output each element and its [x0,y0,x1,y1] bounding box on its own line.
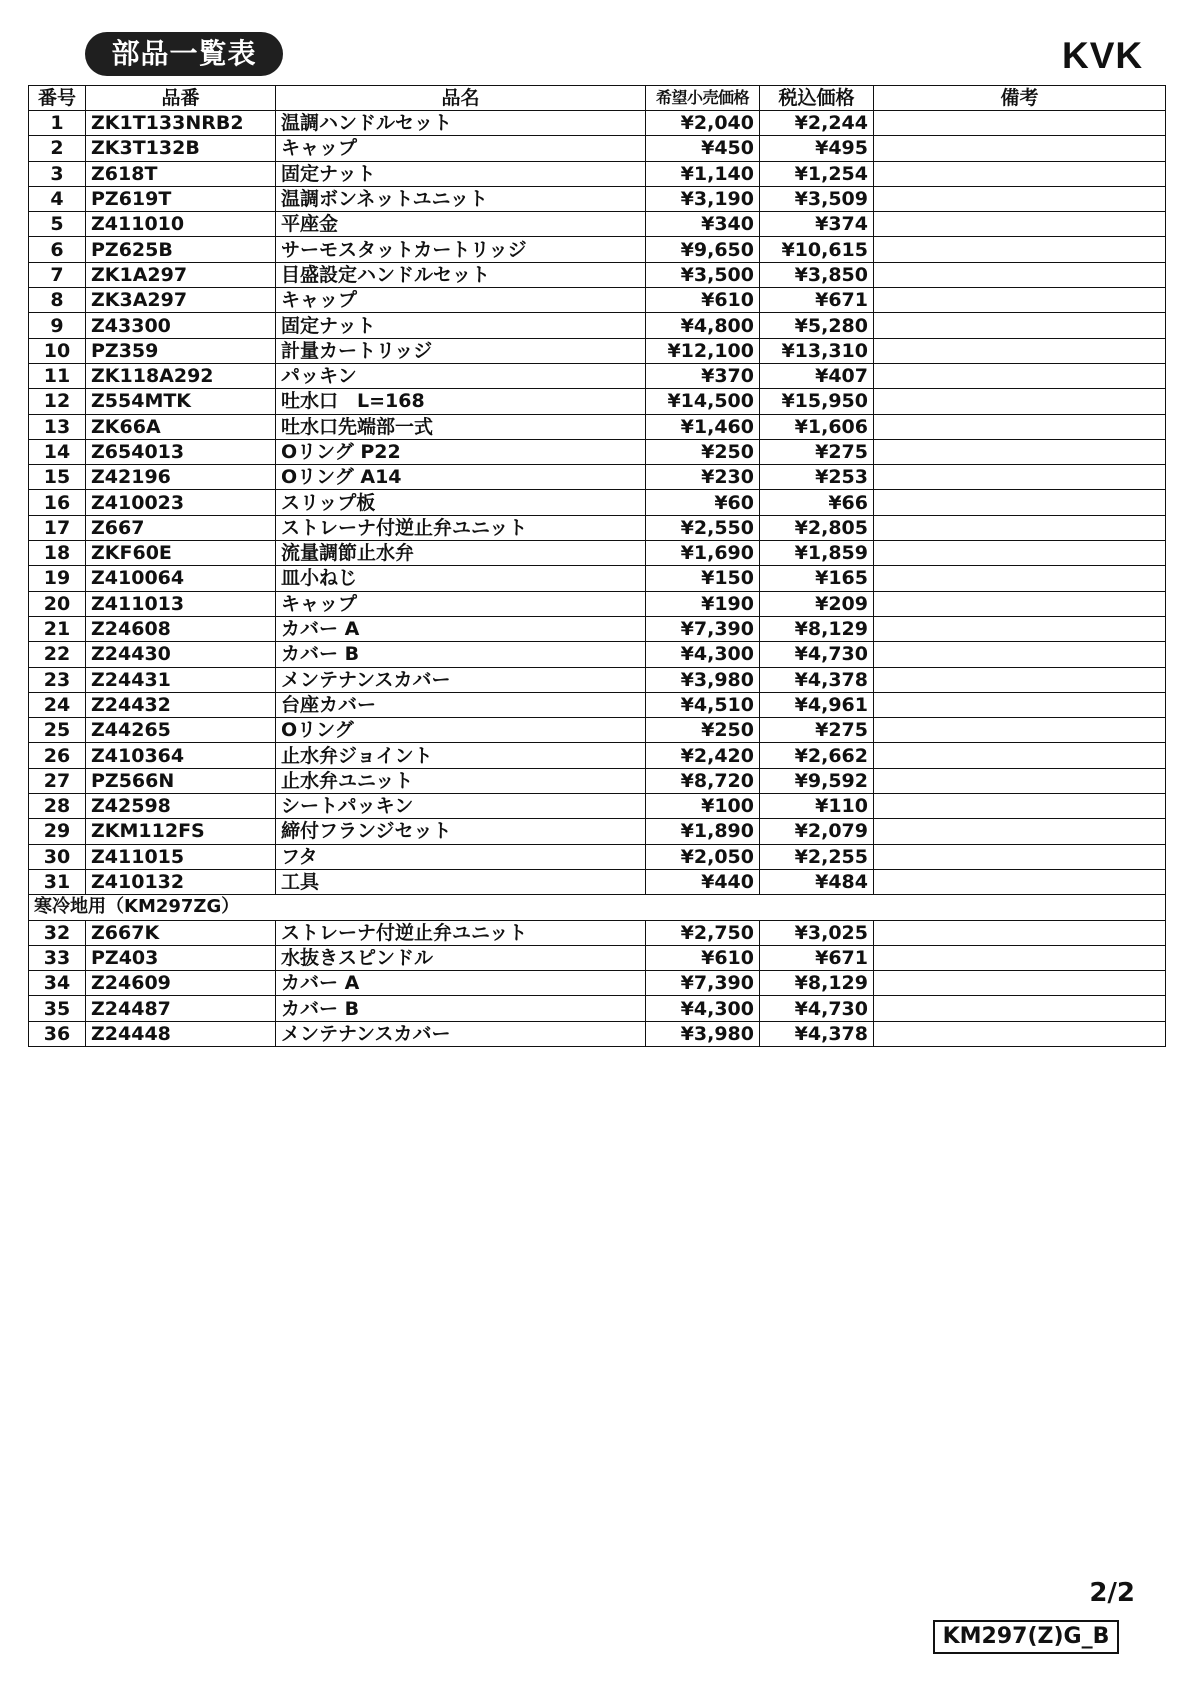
cell-name: カバー A [276,971,646,996]
cell-no: 36 [29,1021,86,1046]
cell-remarks [874,945,1166,970]
cell-part-number: Z618T [86,161,276,186]
cell-retail-price: ¥7,390 [646,616,760,641]
cell-no: 35 [29,996,86,1021]
cell-part-number: Z24487 [86,996,276,1021]
cell-remarks [874,490,1166,515]
cell-tax-price: ¥3,025 [760,920,874,945]
cell-part-number: ZK1T133NRB2 [86,111,276,136]
cell-part-number: Z24431 [86,667,276,692]
cell-no: 13 [29,414,86,439]
model-code: KM297(Z)G_B [933,1620,1119,1654]
parts-table [28,85,1166,1047]
table-row [29,718,1166,743]
cell-name: Oリング [276,718,646,743]
cell-retail-price: ¥4,800 [646,313,760,338]
cell-remarks [874,743,1166,768]
cell-remarks [874,591,1166,616]
table-row [29,844,1166,869]
table-row [29,971,1166,996]
cell-no: 1 [29,111,86,136]
cell-no: 18 [29,541,86,566]
cell-retail-price: ¥340 [646,212,760,237]
cell-part-number: ZK3A297 [86,288,276,313]
cell-tax-price: ¥275 [760,439,874,464]
table-row [29,667,1166,692]
cell-name: キャップ [276,288,646,313]
cell-remarks [874,794,1166,819]
cell-remarks [874,338,1166,363]
table-row [29,515,1166,540]
cell-part-number: Z667K [86,920,276,945]
cell-tax-price: ¥209 [760,591,874,616]
cell-retail-price: ¥3,980 [646,1021,760,1046]
cell-part-number: Z43300 [86,313,276,338]
cell-no: 12 [29,389,86,414]
cell-tax-price: ¥275 [760,718,874,743]
cell-remarks [874,920,1166,945]
table-row [29,237,1166,262]
table-row [29,338,1166,363]
table-row [29,566,1166,591]
cell-retail-price: ¥3,500 [646,262,760,287]
cell-retail-price: ¥450 [646,136,760,161]
section-row [29,895,1166,920]
cell-name: 計量カートリッジ [276,338,646,363]
table-row [29,262,1166,287]
cell-name: パッキン [276,363,646,388]
cell-name: フタ [276,844,646,869]
cell-name: 流量調節止水弁 [276,541,646,566]
cell-part-number: ZK66A [86,414,276,439]
cell-remarks [874,996,1166,1021]
cell-tax-price: ¥4,961 [760,692,874,717]
cell-name: カバー B [276,996,646,1021]
cell-tax-price: ¥671 [760,945,874,970]
cell-part-number: Z411013 [86,591,276,616]
table-row [29,389,1166,414]
cell-retail-price: ¥7,390 [646,971,760,996]
cell-retail-price: ¥250 [646,718,760,743]
cell-name: 温調ボンネットユニット [276,186,646,211]
cell-part-number: PZ566N [86,768,276,793]
cell-remarks [874,844,1166,869]
cell-tax-price: ¥4,730 [760,642,874,667]
cell-no: 15 [29,465,86,490]
cell-tax-price: ¥13,310 [760,338,874,363]
cell-name: ストレーナ付逆止弁ユニット [276,920,646,945]
cell-retail-price: ¥150 [646,566,760,591]
cell-name: キャップ [276,591,646,616]
table-row [29,186,1166,211]
cell-name: カバー A [276,616,646,641]
cell-remarks [874,718,1166,743]
cell-no: 21 [29,616,86,641]
cell-retail-price: ¥1,460 [646,414,760,439]
table-row [29,490,1166,515]
table-row [29,288,1166,313]
table-row [29,920,1166,945]
cell-tax-price: ¥9,592 [760,768,874,793]
cell-part-number: Z410132 [86,869,276,894]
cell-name: ストレーナ付逆止弁ユニット [276,515,646,540]
cell-tax-price: ¥8,129 [760,616,874,641]
header-row [29,86,1166,111]
table-row [29,465,1166,490]
table-row [29,616,1166,641]
cell-tax-price: ¥66 [760,490,874,515]
cell-remarks [874,1021,1166,1046]
table-row [29,1021,1166,1046]
cell-no: 9 [29,313,86,338]
cell-name: 吐水口先端部一式 [276,414,646,439]
cell-name: Oリング P22 [276,439,646,464]
cell-part-number: Z42196 [86,465,276,490]
cell-no: 10 [29,338,86,363]
cell-part-number: Z667 [86,515,276,540]
cell-retail-price: ¥440 [646,869,760,894]
cell-tax-price: ¥253 [760,465,874,490]
cell-part-number: Z24430 [86,642,276,667]
page-title: 部品一覧表 [85,32,283,76]
cell-part-number: ZKM112FS [86,819,276,844]
table-row [29,363,1166,388]
cell-no: 31 [29,869,86,894]
cell-part-number: Z24609 [86,971,276,996]
cell-part-number: ZK3T132B [86,136,276,161]
cell-remarks [874,768,1166,793]
cell-part-number: Z24448 [86,1021,276,1046]
table-row [29,313,1166,338]
cell-tax-price: ¥15,950 [760,389,874,414]
col-header-tax-price: 税込価格 [760,86,874,111]
cell-no: 17 [29,515,86,540]
cell-tax-price: ¥110 [760,794,874,819]
cell-remarks [874,541,1166,566]
cell-remarks [874,515,1166,540]
cell-tax-price: ¥407 [760,363,874,388]
cell-tax-price: ¥2,805 [760,515,874,540]
cell-retail-price: ¥610 [646,288,760,313]
cell-part-number: Z410064 [86,566,276,591]
cell-name: シートパッキン [276,794,646,819]
cell-remarks [874,288,1166,313]
cell-remarks [874,642,1166,667]
page-number: 2/2 [1089,1578,1135,1608]
cell-remarks [874,692,1166,717]
cell-retail-price: ¥60 [646,490,760,515]
cell-no: 27 [29,768,86,793]
cell-part-number: Z24432 [86,692,276,717]
cell-no: 19 [29,566,86,591]
cell-part-number: ZKF60E [86,541,276,566]
table-row [29,439,1166,464]
cell-tax-price: ¥2,079 [760,819,874,844]
cell-part-number: Z411010 [86,212,276,237]
cell-retail-price: ¥2,420 [646,743,760,768]
table-row [29,541,1166,566]
table-row [29,591,1166,616]
cell-retail-price: ¥4,300 [646,642,760,667]
table-row [29,945,1166,970]
cell-retail-price: ¥9,650 [646,237,760,262]
cell-retail-price: ¥230 [646,465,760,490]
cell-retail-price: ¥250 [646,439,760,464]
cell-remarks [874,869,1166,894]
cell-part-number: Z654013 [86,439,276,464]
cell-retail-price: ¥4,510 [646,692,760,717]
cell-name: 固定ナット [276,313,646,338]
cell-part-number: ZK1A297 [86,262,276,287]
cell-name: スリップ板 [276,490,646,515]
cell-part-number: Z554MTK [86,389,276,414]
cell-part-number: PZ359 [86,338,276,363]
cell-no: 26 [29,743,86,768]
cell-remarks [874,363,1166,388]
cell-name: メンテナンスカバー [276,667,646,692]
cell-retail-price: ¥370 [646,363,760,388]
cell-retail-price: ¥190 [646,591,760,616]
cell-no: 20 [29,591,86,616]
cell-name: キャップ [276,136,646,161]
cell-retail-price: ¥2,750 [646,920,760,945]
cell-remarks [874,186,1166,211]
cell-name: 吐水口 L=168 [276,389,646,414]
cell-tax-price: ¥4,378 [760,667,874,692]
cell-name: Oリング A14 [276,465,646,490]
cell-remarks [874,313,1166,338]
cell-remarks [874,616,1166,641]
col-header-part-number: 品番 [86,86,276,111]
cell-no: 14 [29,439,86,464]
cell-remarks [874,465,1166,490]
cell-name: 締付フランジセット [276,819,646,844]
cell-remarks [874,262,1166,287]
cell-remarks [874,161,1166,186]
cell-name: 止水弁ジョイント [276,743,646,768]
cell-remarks [874,819,1166,844]
cell-no: 30 [29,844,86,869]
cell-tax-price: ¥671 [760,288,874,313]
cell-retail-price: ¥3,980 [646,667,760,692]
table-row [29,161,1166,186]
cell-tax-price: ¥4,378 [760,1021,874,1046]
cell-name: 止水弁ユニット [276,768,646,793]
section-label: 寒冷地用（KM297ZG） [29,895,1166,920]
cell-retail-price: ¥12,100 [646,338,760,363]
cell-no: 24 [29,692,86,717]
cell-no: 23 [29,667,86,692]
cell-name: サーモスタットカートリッジ [276,237,646,262]
table-row [29,692,1166,717]
table-row [29,768,1166,793]
cell-tax-price: ¥1,606 [760,414,874,439]
cell-no: 22 [29,642,86,667]
cell-remarks [874,111,1166,136]
cell-no: 4 [29,186,86,211]
table-row [29,743,1166,768]
cell-tax-price: ¥2,662 [760,743,874,768]
table-row [29,414,1166,439]
cell-part-number: ZK118A292 [86,363,276,388]
cell-remarks [874,566,1166,591]
cell-part-number: PZ619T [86,186,276,211]
cell-tax-price: ¥3,850 [760,262,874,287]
cell-retail-price: ¥1,890 [646,819,760,844]
col-header-retail-price: 希望小売価格 [646,86,760,111]
cell-part-number: PZ625B [86,237,276,262]
cell-retail-price: ¥2,550 [646,515,760,540]
cell-name: 皿小ねじ [276,566,646,591]
table-row [29,212,1166,237]
cell-remarks [874,667,1166,692]
col-header-remarks: 備考 [874,86,1166,111]
cell-name: 工具 [276,869,646,894]
cell-tax-price: ¥2,255 [760,844,874,869]
cell-part-number: PZ403 [86,945,276,970]
cell-name: カバー B [276,642,646,667]
cell-tax-price: ¥165 [760,566,874,591]
cell-part-number: Z411015 [86,844,276,869]
cell-no: 3 [29,161,86,186]
table-row [29,111,1166,136]
cell-no: 25 [29,718,86,743]
cell-remarks [874,136,1166,161]
cell-tax-price: ¥495 [760,136,874,161]
cell-remarks [874,389,1166,414]
table-row [29,794,1166,819]
table-row [29,869,1166,894]
cell-no: 6 [29,237,86,262]
cell-tax-price: ¥3,509 [760,186,874,211]
cell-tax-price: ¥374 [760,212,874,237]
cell-part-number: Z410023 [86,490,276,515]
cell-part-number: Z42598 [86,794,276,819]
cell-retail-price: ¥3,190 [646,186,760,211]
table-row [29,996,1166,1021]
cell-retail-price: ¥1,140 [646,161,760,186]
brand-logo: KVK [1062,35,1144,76]
cell-retail-price: ¥14,500 [646,389,760,414]
cell-name: メンテナンスカバー [276,1021,646,1046]
col-header-no: 番号 [29,86,86,111]
cell-no: 29 [29,819,86,844]
cell-name: 台座カバー [276,692,646,717]
cell-no: 8 [29,288,86,313]
cell-no: 33 [29,945,86,970]
table-row [29,136,1166,161]
col-header-name: 品名 [276,86,646,111]
table-row [29,642,1166,667]
cell-no: 7 [29,262,86,287]
cell-no: 2 [29,136,86,161]
cell-part-number: Z44265 [86,718,276,743]
cell-remarks [874,439,1166,464]
cell-no: 28 [29,794,86,819]
cell-tax-price: ¥10,615 [760,237,874,262]
cell-name: 温調ハンドルセット [276,111,646,136]
cell-retail-price: ¥2,040 [646,111,760,136]
cell-tax-price: ¥8,129 [760,971,874,996]
cell-part-number: Z24608 [86,616,276,641]
cell-retail-price: ¥100 [646,794,760,819]
cell-remarks [874,237,1166,262]
cell-tax-price: ¥1,859 [760,541,874,566]
cell-no: 16 [29,490,86,515]
cell-tax-price: ¥484 [760,869,874,894]
cell-tax-price: ¥2,244 [760,111,874,136]
table-header [29,86,1166,111]
cell-no: 11 [29,363,86,388]
cell-tax-price: ¥1,254 [760,161,874,186]
cell-retail-price: ¥1,690 [646,541,760,566]
cell-name: 水抜きスピンドル [276,945,646,970]
table-row [29,819,1166,844]
cell-no: 34 [29,971,86,996]
cell-remarks [874,971,1166,996]
cell-no: 32 [29,920,86,945]
cell-remarks [874,212,1166,237]
cell-name: 平座金 [276,212,646,237]
cell-tax-price: ¥4,730 [760,996,874,1021]
cell-retail-price: ¥2,050 [646,844,760,869]
cell-retail-price: ¥610 [646,945,760,970]
cell-retail-price: ¥8,720 [646,768,760,793]
cell-tax-price: ¥5,280 [760,313,874,338]
cell-retail-price: ¥4,300 [646,996,760,1021]
table-body [29,111,1166,1047]
cell-name: 目盛設定ハンドルセット [276,262,646,287]
cell-name: 固定ナット [276,161,646,186]
cell-remarks [874,414,1166,439]
cell-no: 5 [29,212,86,237]
cell-part-number: Z410364 [86,743,276,768]
